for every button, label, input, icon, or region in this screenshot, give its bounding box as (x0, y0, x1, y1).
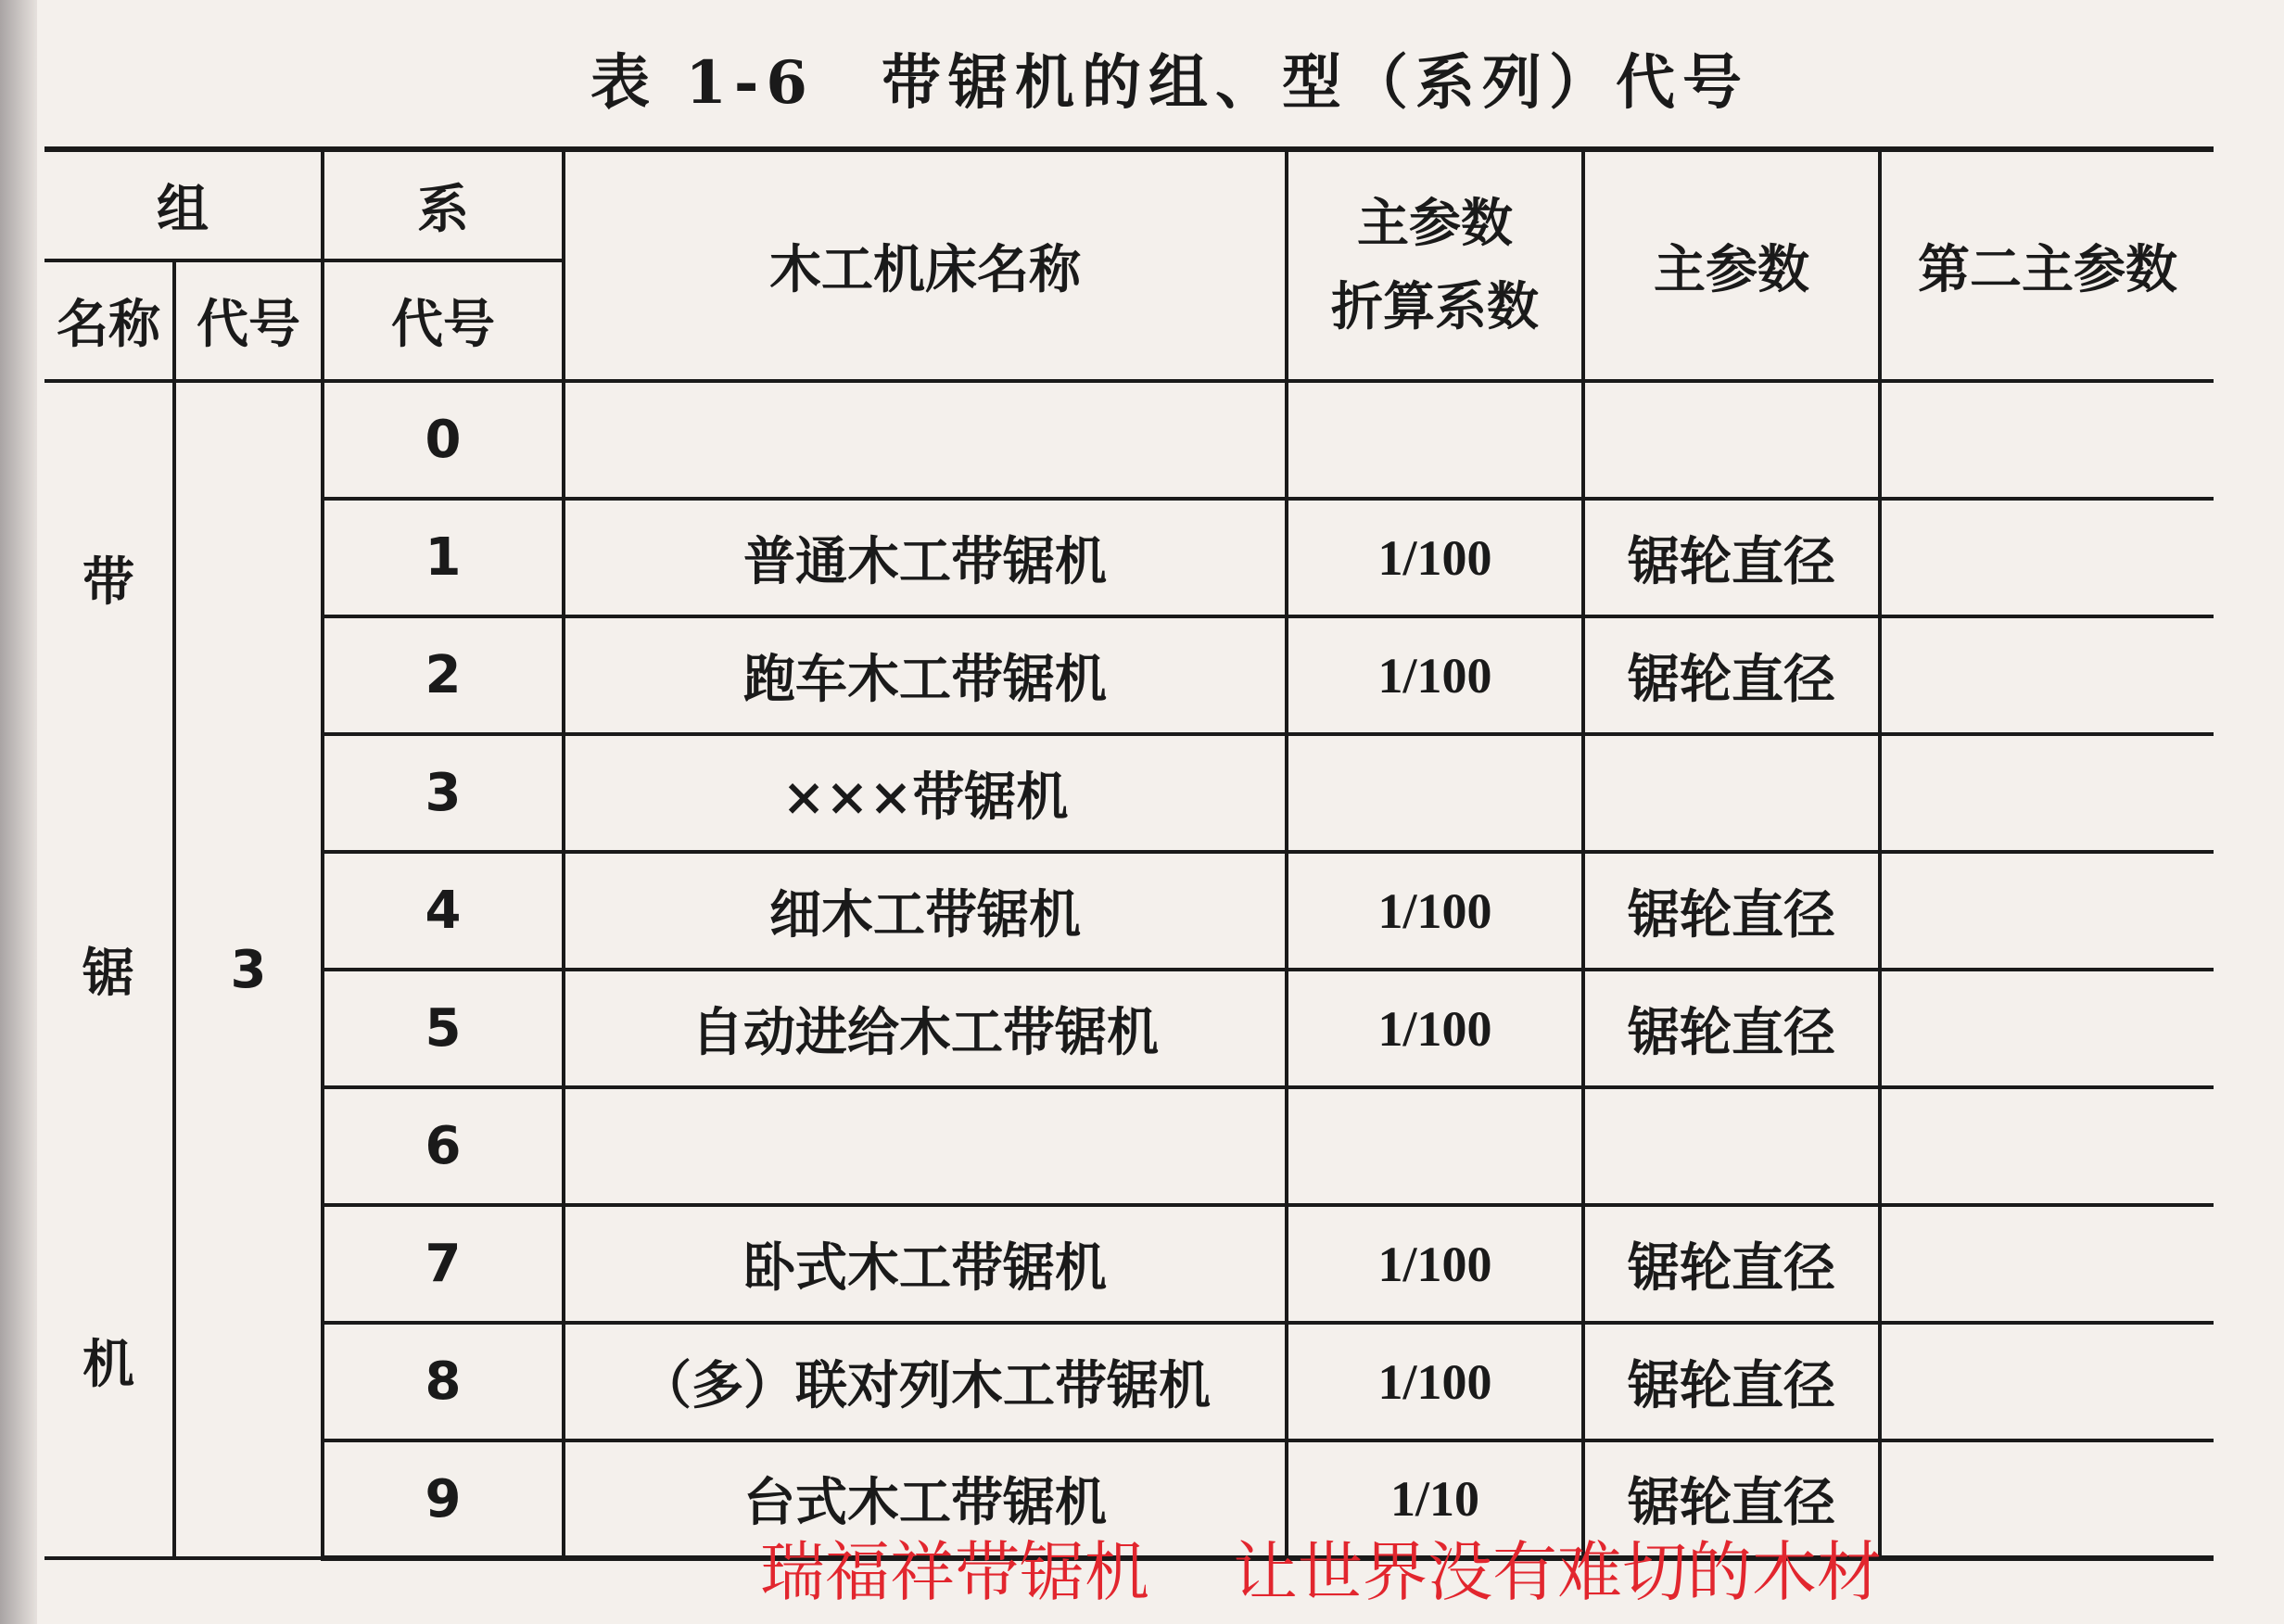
main-param: 锯轮直径 (1583, 499, 1880, 616)
machine-name: 跑车木工带锯机 (564, 616, 1287, 734)
code-table (44, 146, 2214, 1561)
second-param (1880, 1087, 2214, 1205)
series-code: 3 (323, 734, 564, 852)
second-param (1880, 852, 2214, 970)
header-second-param: 第二主参数 (1880, 149, 2214, 381)
main-param (1583, 381, 1880, 499)
machine-name (564, 381, 1287, 499)
coefficient (1287, 734, 1583, 852)
coefficient: 1/100 (1287, 616, 1583, 734)
main-param (1583, 1087, 1880, 1205)
machine-name: 卧式木工带锯机 (564, 1205, 1287, 1323)
table-title: 表 1-6 带锯机的组、型（系列）代号 (590, 48, 1749, 118)
second-param (1880, 1205, 2214, 1323)
series-code: 4 (323, 852, 564, 970)
table-row (44, 1087, 2214, 1205)
machine-name: （多）联对列木工带锯机 (564, 1323, 1287, 1440)
main-param: 锯轮直径 (1583, 1205, 1880, 1323)
table-row (44, 734, 2214, 852)
series-code: 8 (323, 1323, 564, 1440)
table-row (44, 852, 2214, 970)
series-code: 7 (323, 1205, 564, 1323)
machine-name: 细木工带锯机 (564, 852, 1287, 970)
series-code: 5 (323, 970, 564, 1087)
series-code: 0 (323, 381, 564, 499)
second-param (1880, 970, 2214, 1087)
coefficient: 1/100 (1287, 499, 1583, 616)
group-name-char: 锯 (82, 943, 134, 1004)
machine-name: 自动进给木工带锯机 (564, 970, 1287, 1087)
header-series-code: 代号 (323, 260, 564, 381)
header-coefficient-line1: 主参数 (1357, 192, 1513, 254)
machine-name: 台式木工带锯机 (564, 1440, 1287, 1558)
header-group: 组 (44, 149, 323, 260)
series-code: 2 (323, 616, 564, 734)
second-param (1880, 381, 2214, 499)
second-param (1880, 1323, 2214, 1440)
machine-name (564, 1087, 1287, 1205)
coefficient: 1/100 (1287, 1205, 1583, 1323)
main-param: 锯轮直径 (1583, 616, 1880, 734)
watermark-slogan: 让世界没有难切的木材 (1233, 1534, 1882, 1610)
header-machine-name: 木工机床名称 (564, 149, 1287, 381)
group-name-char: 带 (82, 552, 134, 613)
header-series: 系 (323, 149, 564, 260)
table-row (44, 970, 2214, 1087)
series-code: 9 (323, 1440, 564, 1558)
header-group-code: 代号 (174, 260, 323, 381)
second-param (1880, 499, 2214, 616)
coefficient (1287, 381, 1583, 499)
header-coefficient-line2: 折算系数 (1331, 275, 1539, 337)
coefficient: 1/100 (1287, 852, 1583, 970)
page-edge-shadow (0, 0, 37, 1624)
series-code: 6 (323, 1087, 564, 1205)
second-param (1880, 734, 2214, 852)
main-param: 锯轮直径 (1583, 1440, 1880, 1558)
series-code: 1 (323, 499, 564, 616)
table-row (44, 1205, 2214, 1323)
group-code-cell: 3 (174, 381, 323, 1558)
group-name-char: 机 (82, 1334, 134, 1395)
table-row (44, 616, 2214, 734)
table-row (44, 381, 2214, 499)
table-row (44, 1323, 2214, 1440)
coefficient: 1/100 (1287, 970, 1583, 1087)
machine-name: 普通木工带锯机 (564, 499, 1287, 616)
coefficient (1287, 1087, 1583, 1205)
coefficient: 1/100 (1287, 1323, 1583, 1440)
watermark-text (760, 1520, 1882, 1614)
main-param: 锯轮直径 (1583, 970, 1880, 1087)
header-coefficient (1287, 149, 1583, 381)
header-name: 名称 (44, 260, 174, 381)
watermark-brand: 瑞福祥带锯机 (760, 1534, 1149, 1610)
main-param: 锯轮直径 (1583, 852, 1880, 970)
group-name-cell (44, 381, 174, 1558)
main-param: 锯轮直径 (1583, 1323, 1880, 1440)
second-param (1880, 1440, 2214, 1558)
header-main-param: 主参数 (1583, 149, 1880, 381)
table-row (44, 499, 2214, 616)
machine-name: ×××带锯机 (564, 734, 1287, 852)
coefficient: 1/10 (1287, 1440, 1583, 1558)
main-param (1583, 734, 1880, 852)
second-param (1880, 616, 2214, 734)
